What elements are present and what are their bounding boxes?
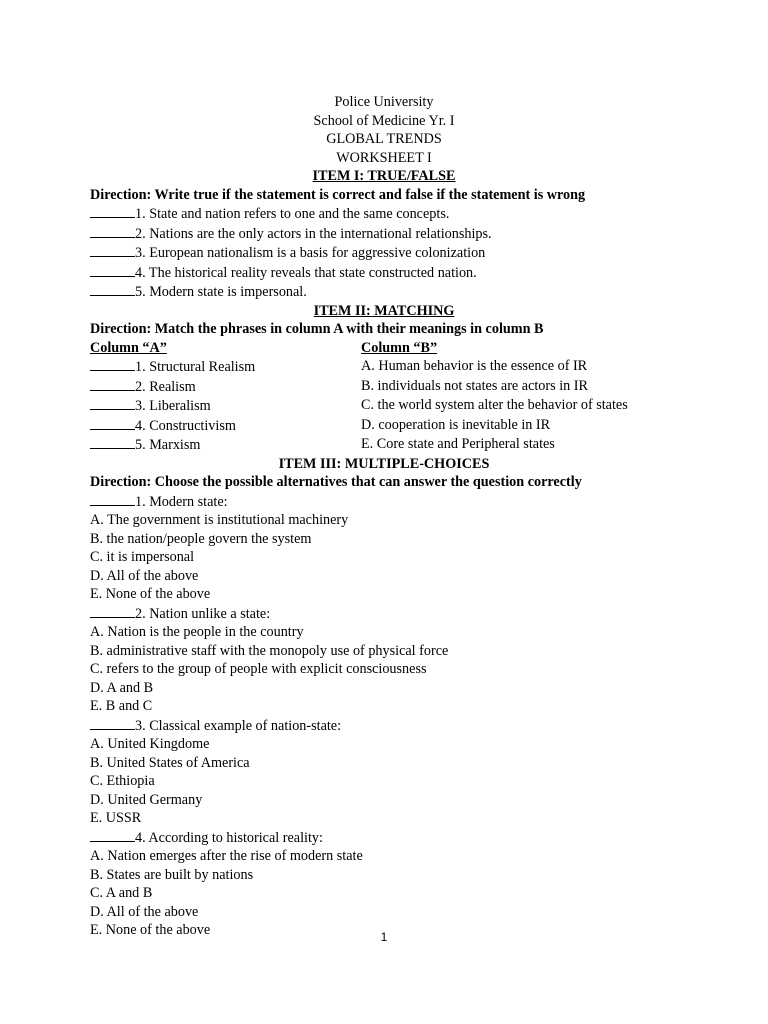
option: E. USSR: [90, 810, 142, 826]
column-b-heading: Column “B”: [361, 339, 438, 356]
answer-blank: [90, 435, 135, 449]
item2-direction: Direction: Match the phrases in column A with their meanings in column B: [90, 321, 544, 337]
question-2: [90, 604, 680, 716]
option: C. A and B: [90, 885, 153, 901]
answer-blank: [90, 492, 135, 506]
question-stem: 4. According to historical reality:: [90, 828, 680, 848]
matching-row: 1. Structural Realism A. Human behavior is the essence of IR: [90, 357, 680, 377]
worksheet-title: WORKSHEET I: [336, 149, 432, 166]
answer-blank: [90, 357, 135, 371]
answer-blank: [90, 604, 135, 618]
question-stem: 2. Nation unlike a state:: [90, 604, 680, 624]
option: A. United Kingdome: [90, 736, 210, 752]
option: A. Nation is the people in the country: [90, 624, 304, 640]
option: E. None of the above: [90, 586, 211, 602]
matching-row: 3. Liberalism C. the world system alter the behavior of states: [90, 396, 680, 416]
answer-blank: [90, 224, 135, 238]
question-3: [90, 716, 680, 828]
option: B. the nation/people govern the system: [90, 530, 312, 547]
item1-list: [90, 204, 680, 302]
answer-blank: [90, 263, 135, 277]
question-4: [90, 828, 680, 940]
option: C. Ethiopia: [90, 773, 155, 789]
option: B. United States of America: [90, 754, 250, 771]
answer-blank: [90, 716, 135, 730]
option: E. None of the above: [90, 922, 211, 938]
answer-blank: [90, 416, 135, 430]
worksheet-page: [90, 93, 680, 940]
answer-blank: [90, 282, 135, 296]
option: A. The government is institutional machinery: [90, 512, 349, 528]
true-false-item: 2. Nations are the only actors in the international relationships.: [90, 224, 680, 244]
item3-title: ITEM III: MULTIPLE-CHOICES: [278, 455, 490, 472]
page-number: 1: [380, 930, 388, 944]
school-name: School of Medicine Yr. I: [313, 112, 455, 129]
matching-column-headers: [90, 339, 680, 358]
matching-row: 2. Realism B. individuals not states are actors in IR: [90, 377, 680, 397]
true-false-item: 5. Modern state is impersonal.: [90, 282, 680, 302]
question-1: [90, 492, 680, 604]
option: B. States are built by nations: [90, 866, 254, 883]
answer-blank: [90, 377, 135, 391]
question-stem: 1. Modern state:: [90, 492, 680, 512]
option: E. B and C: [90, 698, 153, 714]
answer-blank: [90, 243, 135, 257]
column-a-heading: Column “A”: [90, 339, 167, 356]
option: D. All of the above: [90, 903, 199, 920]
true-false-item: 1. State and nation refers to one and the same concepts.: [90, 204, 680, 224]
option: D. All of the above: [90, 567, 199, 584]
answer-blank: [90, 396, 135, 410]
option: C. refers to the group of people with explicit consciousness: [90, 661, 427, 677]
option: D. A and B: [90, 679, 154, 696]
question-stem: 3. Classical example of nation-state:: [90, 716, 680, 736]
option: D. United Germany: [90, 791, 203, 808]
option: C. it is impersonal: [90, 549, 195, 565]
option: A. Nation emerges after the rise of modern state: [90, 848, 363, 864]
item1-direction: Direction: Write true if the statement is correct and false if the statement is wrong: [90, 186, 586, 203]
matching-row: 4. Constructivism D. cooperation is inevitable in IR: [90, 416, 680, 436]
answer-blank: [90, 828, 135, 842]
item2-title: ITEM II: MATCHING: [313, 302, 455, 319]
item1-title: ITEM I: TRUE/FALSE: [312, 168, 456, 184]
institution-name: Police University: [334, 94, 434, 110]
answer-blank: [90, 204, 135, 218]
option: B. administrative staff with the monopoly use of physical force: [90, 642, 449, 659]
matching-row: 5. Marxism E. Core state and Peripheral states: [90, 435, 680, 455]
true-false-item: 4. The historical reality reveals that state constructed nation.: [90, 263, 680, 283]
course-title: GLOBAL TRENDS: [326, 131, 442, 147]
item3-direction: Direction: Choose the possible alternatives that can answer the question correctly: [90, 474, 582, 490]
true-false-item: 3. European nationalism is a basis for aggressive colonization: [90, 243, 680, 263]
